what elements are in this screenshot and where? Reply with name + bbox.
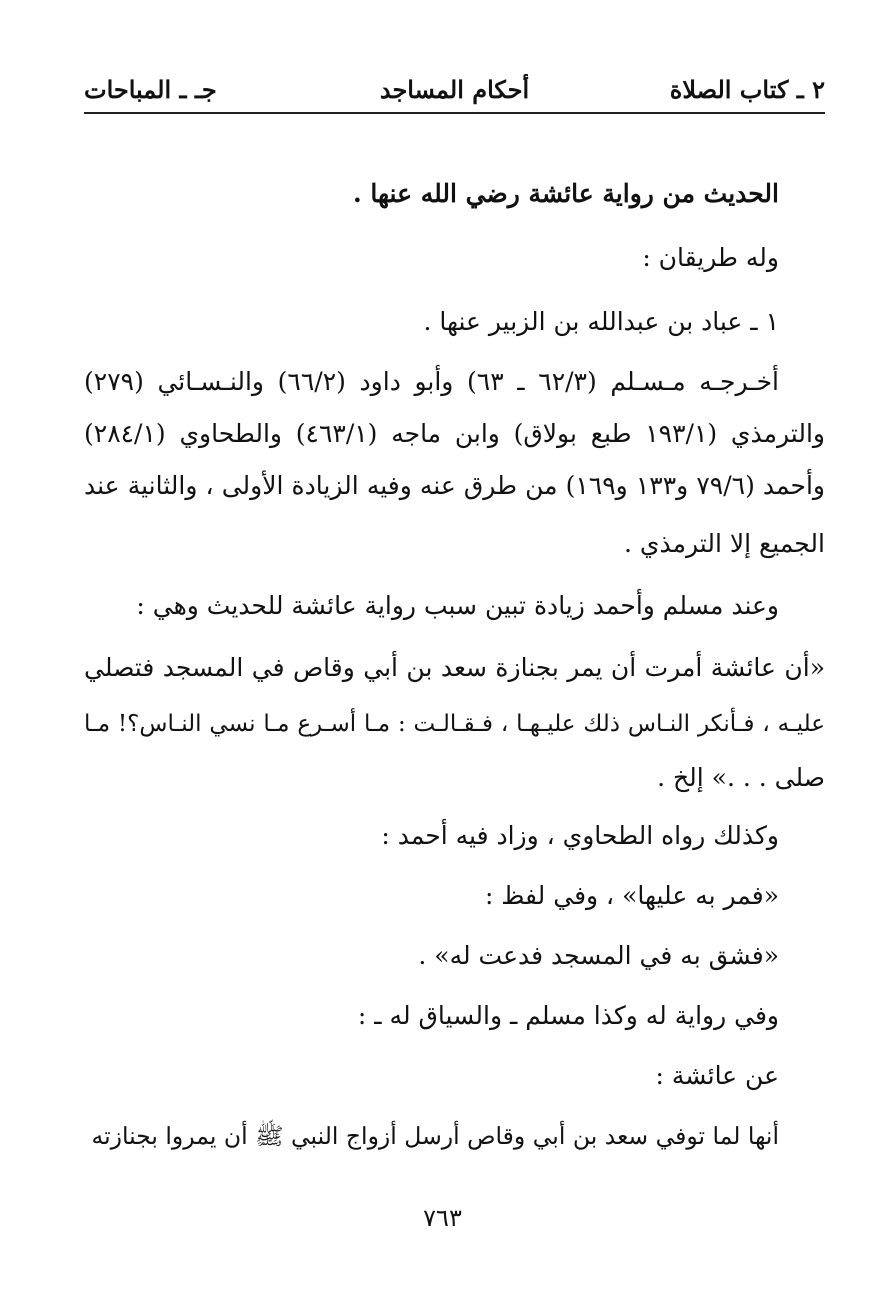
text-line: الحديث من رواية عائشة رضي الله عنها . <box>352 179 779 208</box>
text-line: صلى . . .» إلخ . <box>657 763 825 792</box>
text-line: وعند مسلم وأحمد زيادة تبين سبب رواية عائشة للحديث وهي : <box>136 591 779 620</box>
text-line: والترمذي (١٩٣/١ طبع بولاق) وابن ماجه (٤٦٣/١) والطحاوي (٢٨٤/١) <box>84 419 825 448</box>
text-line: ١ ـ عباد بن عبدالله بن الزبير عنها . <box>423 307 779 336</box>
running-header <box>84 68 825 114</box>
text-line: وله طريقان : <box>642 243 779 272</box>
text-line: «أن عائشة أمرت أن يمر بجنازة سعد بن أبي وقاص في المسجد فتصلي <box>84 653 825 682</box>
text-line: وكذلك رواه الطحاوي ، وزاد فيه أحمد : <box>381 821 779 850</box>
text-line: عليـه ، فـأنكر النـاس ذلك عليـهـا ، فـقـالـت : مـا أسـرع مـا نسي النـاس؟! مـا <box>84 711 825 737</box>
text-line: الجميع إلا الترمذي . <box>624 529 825 558</box>
header-section-title: جـ ـ المباحات <box>84 75 217 104</box>
text-line: وفي رواية له وكذا مسلم ـ والسياق له ـ : <box>357 1001 779 1030</box>
text-line: «فمر به عليها» ، وفي لفظ : <box>484 881 779 910</box>
text-line: عن عائشة : <box>655 1061 779 1090</box>
text-line: أخـرجـه مـسـلم (٦٢/٣ ـ ٦٣) وأبو داود (٦٦/٢) والنـسـائي (٢٧٩) <box>84 367 779 396</box>
header-chapter-title: أحكام المساجد <box>379 75 530 104</box>
text-line: وأحمد (٧٩/٦ و١٣٣ و١٦٩) من طرق عنه وفيه الزيادة الأولى ، والثانية عند <box>84 471 825 500</box>
page-number: ٧٦٣ <box>423 1204 462 1232</box>
header-book-title: ٢ ـ كتاب الصلاة <box>669 75 825 104</box>
text-line: «فشق به في المسجد فدعت له» . <box>418 941 779 970</box>
text-line: أنها لما توفي سعد بن أبي وقاص أرسل أزواج النبي ﷺ أن يمروا بجنازته <box>91 1122 779 1150</box>
